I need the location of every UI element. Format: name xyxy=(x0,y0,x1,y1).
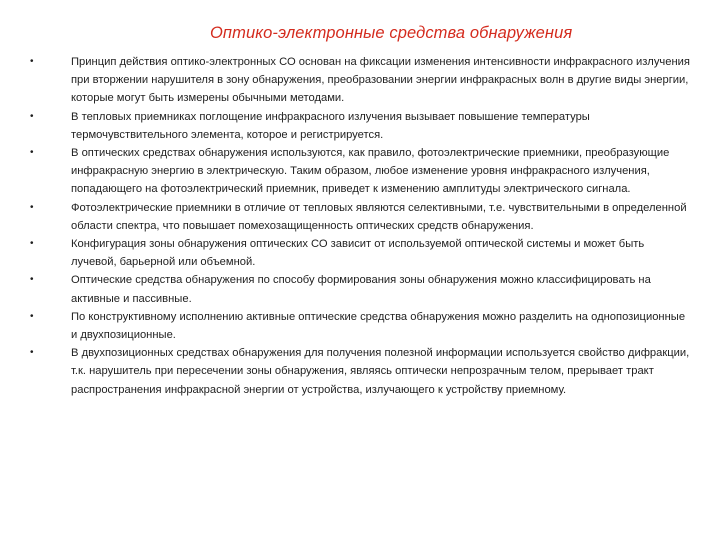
bullet-item xyxy=(30,271,690,307)
slide-title: Оптико-электронные средства обнаружения xyxy=(210,24,573,42)
bullet-list xyxy=(30,53,690,399)
bullet-text: В тепловых приемниках поглощение инфракрасного излучения вызывает повышение температуры термочувствительного элемента, которое и регистрируется. xyxy=(71,110,590,141)
bullet-item xyxy=(30,344,690,399)
bullet-text: Принцип действия оптико-электронных СО основан на фиксации изменения интенсивности инфракрасного излучения при вторжении нарушителя в зону обнаружения, преобразовании энергии инфракрасных волн в другие виды энергии, которые могут быть измерены обычными методами. xyxy=(71,56,690,105)
bullet-item xyxy=(30,144,690,199)
bullet-item xyxy=(30,108,690,144)
bullet-icon: • xyxy=(30,56,34,67)
bullet-text: Фотоэлектрические приемники в отличие от тепловых являются селективными, т.е. чувствительными в определенной области спектра, что повышает помехозащищенность оптических средств обнаружения. xyxy=(71,201,687,232)
bullet-icon: • xyxy=(30,274,34,286)
bullet-icon: • xyxy=(30,238,34,250)
bullet-icon: • xyxy=(30,347,34,359)
bullet-icon: • xyxy=(30,147,34,159)
bullet-item xyxy=(30,199,690,235)
bullet-icon: • xyxy=(30,310,34,322)
bullet-item xyxy=(30,235,690,271)
bullet-text: В оптических средствах обнаружения используются, как правило, фотоэлектрические приемники, преобразующие инфракрасную энергию в электрическую. Таким образом, любое изменение уровня инфракрасного излучения, попадающего на фотоэлектрический приемник, приведет к изменению амплитуды электрического сигнала. xyxy=(71,147,670,196)
bullet-icon: • xyxy=(30,201,34,213)
bullet-text: Конфигурация зоны обнаружения оптических СО зависит от используемой оптической системы и может быть лучевой, барьерной или объемной. xyxy=(71,238,645,269)
bullet-item xyxy=(30,53,690,108)
bullet-text: В двухпозиционных средствах обнаружения для получения полезной информации используется свойство дифракции, т.к. нарушитель при пересечении зоны обнаружения, являясь оптически непрозрачным телом, прерывает тракт распространения инфракрасной энергии от устройства, излучающего к устройству приемному. xyxy=(71,347,690,396)
bullet-text: По конструктивному исполнению активные оптические средства обнаружения можно разделить на однопозиционные и двухпозиционные. xyxy=(71,310,686,342)
bullet-text: Оптические средства обнаружения по способу формирования зоны обнаружения можно классифицировать на активные и пассивные. xyxy=(71,274,651,305)
bullet-item xyxy=(30,308,690,344)
bullet-icon: • xyxy=(30,110,34,122)
